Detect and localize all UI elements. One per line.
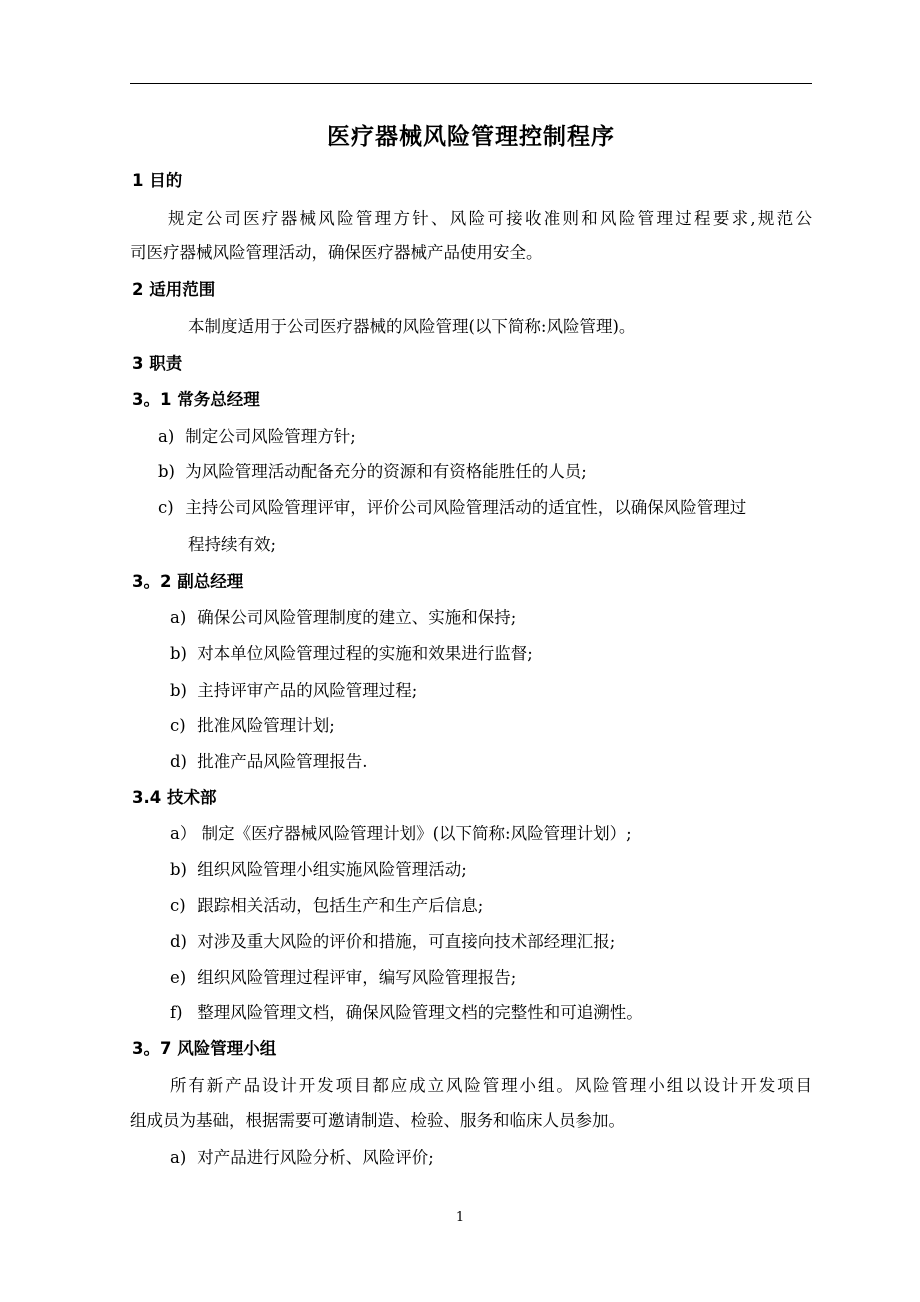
list-marker: d)	[170, 752, 187, 771]
list-item-text: 跟踪相关活动，包括生产和生产后信息;	[197, 896, 484, 915]
list-item	[170, 964, 516, 988]
list-item	[158, 423, 356, 447]
list-item-text: 主持公司风险管理评审，评价公司风险管理活动的适宜性，以确保风险管理过	[185, 498, 747, 517]
list-item	[170, 640, 533, 664]
list-marker: a)	[158, 427, 175, 446]
section-1-heading: 1 目的	[132, 171, 183, 190]
list-item	[170, 677, 417, 701]
list-item-text: 批准产品风险管理报告.	[197, 752, 368, 771]
section-3-7-paragraph-line-1-text: 所有新产品设计开发项目都应成立风险管理小组。风险管理小组以设计开发项目	[170, 1076, 812, 1095]
list-marker: a)	[170, 1148, 187, 1167]
list-item	[158, 458, 587, 482]
list-item-text: 为风险管理活动配备充分的资源和有资格能胜任的人员;	[185, 462, 587, 481]
page-number: 1	[455, 1210, 465, 1225]
list-item	[170, 748, 368, 772]
list-item	[170, 712, 335, 736]
list-marker: f)	[170, 1003, 183, 1022]
section-3-7-paragraph-line-1	[170, 1072, 812, 1096]
list-marker: c)	[158, 498, 174, 517]
list-item-text: 批准风险管理计划;	[197, 716, 335, 735]
list-marker: c)	[170, 716, 186, 735]
list-item	[158, 494, 746, 518]
list-item-text: 组织风险管理过程评审，编写风险管理报告;	[197, 968, 517, 987]
list-item-text: 确保公司风险管理制度的建立、实施和保持;	[197, 608, 517, 627]
list-marker: d)	[170, 932, 187, 951]
section-3-1-heading: 3。1 常务总经理	[132, 390, 260, 409]
list-item	[170, 604, 516, 628]
list-item	[170, 856, 467, 880]
list-marker: b)	[170, 681, 187, 700]
document-title: 医疗器械风险管理控制程序	[327, 124, 615, 150]
list-item-text: 对产品进行风险分析、风险评价;	[197, 1148, 434, 1167]
section-1-paragraph-line-1	[168, 205, 812, 229]
list-item	[170, 820, 632, 844]
section-3-2-heading: 3。2 副总经理	[132, 572, 244, 591]
list-item	[170, 892, 483, 916]
section-3-heading: 3 职责	[132, 354, 183, 373]
list-marker: e)	[170, 968, 187, 987]
list-marker: c)	[170, 896, 186, 915]
list-marker: a）	[170, 824, 197, 843]
list-marker: b)	[158, 462, 175, 481]
list-marker: a)	[170, 608, 187, 627]
list-item-text: 主持评审产品的风险管理过程;	[197, 681, 418, 700]
list-marker: b)	[170, 860, 187, 879]
list-item-text: 整理风险管理文档，确保风险管理文档的完整性和可追溯性。	[197, 1003, 643, 1022]
list-item-text: 对本单位风险管理过程的实施和效果进行监督;	[197, 644, 533, 663]
section-3-7-paragraph-line-2: 组成员为基础，根据需要可邀请制造、检验、服务和临床人员参加。	[130, 1111, 625, 1130]
section-1-paragraph-line-1-text: 规定公司医疗器械风险管理方针、风险可接收准则和风险管理过程要求,规范公	[168, 209, 812, 228]
list-item	[170, 1144, 434, 1168]
list-item-text: 制定《医疗器械风险管理计划》(以下简称:风险管理计划）;	[201, 824, 632, 843]
section-1-paragraph-line-2: 司医疗器械风险管理活动，确保医疗器械产品使用安全。	[130, 243, 543, 262]
header-rule	[130, 83, 812, 84]
list-item	[170, 999, 643, 1023]
list-item-text: 对涉及重大风险的评价和措施，可直接向技术部经理汇报;	[197, 932, 616, 951]
list-item-text: 组织风险管理小组实施风险管理活动;	[197, 860, 467, 879]
list-item-text: 制定公司风险管理方针;	[185, 427, 356, 446]
section-2-paragraph: 本制度适用于公司医疗器械的风险管理(以下简称:风险管理)。	[188, 317, 636, 336]
section-3-7-heading: 3。7 风险管理小组	[132, 1039, 277, 1058]
list-item	[170, 928, 615, 952]
section-2-heading: 2 适用范围	[132, 280, 216, 299]
section-3-4-heading: 3.4 技术部	[132, 788, 217, 807]
list-item-continuation: 程持续有效;	[188, 535, 277, 554]
list-marker: b)	[170, 644, 187, 663]
